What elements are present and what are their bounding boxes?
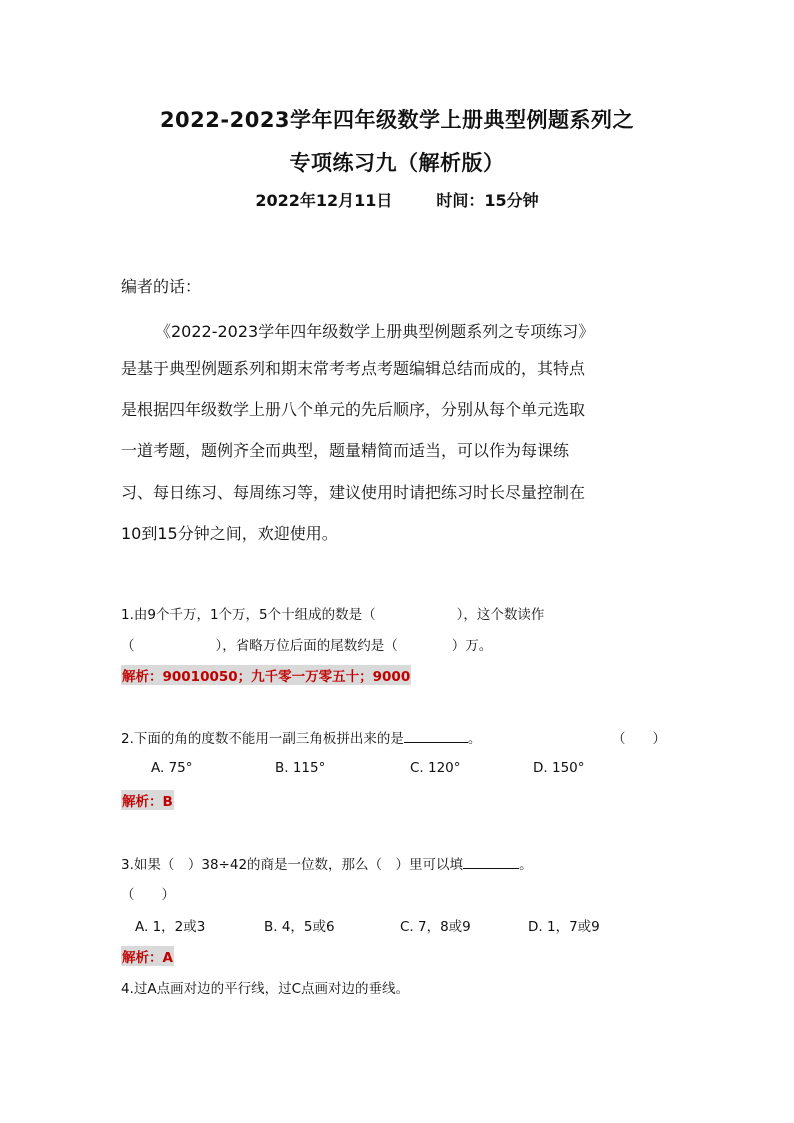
editor-note-line: 是根据四年级数学上册八个单元的先后顺序，分别从每个单元选取 [121,400,586,419]
answer-blank [463,856,519,869]
editor-note-heading: 编者的话： [121,277,202,296]
question-3-tail: 。 [519,857,533,873]
question-2-option-b: B. 115° [275,760,326,776]
editor-note-line: 习、每日练习、每周练习等，建议使用时请把练习时长尽量控制在 [121,483,586,502]
editor-note-line: 10到15分钟之间，欢迎使用。 [121,524,338,543]
document-title-line2: 专项练习九（解析版） [289,151,505,175]
question-2-option-a: A. 75° [151,760,193,776]
question-1-answer: 解析：90010050；九千零一万零五十；9000 [121,665,411,685]
question-3-stem [121,853,533,873]
question-4-stem: 4.过A点画对边的平行线，过C点画对边的垂线。 [121,981,410,997]
question-2-text: 2.下面的角的度数不能用一副三角板拼出来的是 [121,731,404,747]
question-2-option-d: D. 150° [533,760,585,776]
time-limit: 时间：15分钟 [436,191,539,210]
question-3-option-a: A. 1，2或3 [135,919,206,935]
question-2-tail: 。 [467,731,482,747]
question-2-paren: （ ） [612,731,666,747]
question-3-option-c: C. 7，8或9 [400,919,471,935]
answer-blank [404,730,468,743]
question-2-option-c: C. 120° [410,760,461,776]
date-time-line [0,188,794,211]
question-3-option-b: B. 4，5或6 [264,919,335,935]
document-title-line1: 2022-2023学年四年级数学上册典型例题系列之 [159,108,635,132]
editor-note-line: 是基于典型例题系列和期末常考考点考题编辑总结而成的，其特点 [121,359,586,378]
editor-note-line: 一道考题，题例齐全而典型，题量精简而适当，可以作为每课练 [121,441,570,460]
question-2-answer: 解析：B [121,790,174,810]
question-3-answer: 解析：A [121,946,174,966]
question-3-text: 3.如果（ ）38÷42的商是一位数，那么（ ）里可以填 [121,857,464,873]
question-1-line1: 1.由9个千万，1个万，5个十组成的数是（ ），这个数读作 [121,607,545,623]
document-date: 2022年12月11日 [255,191,393,210]
question-3-option-d: D. 1，7或9 [528,919,600,935]
question-2-stem [121,727,481,747]
question-1-line2: （ ），省略万位后面的尾数约是（ ）万。 [121,638,493,654]
question-3-paren: （ ） [121,887,175,903]
editor-note-line: 《2022-2023学年四年级数学上册典型例题系列之专项练习》 [155,322,595,341]
